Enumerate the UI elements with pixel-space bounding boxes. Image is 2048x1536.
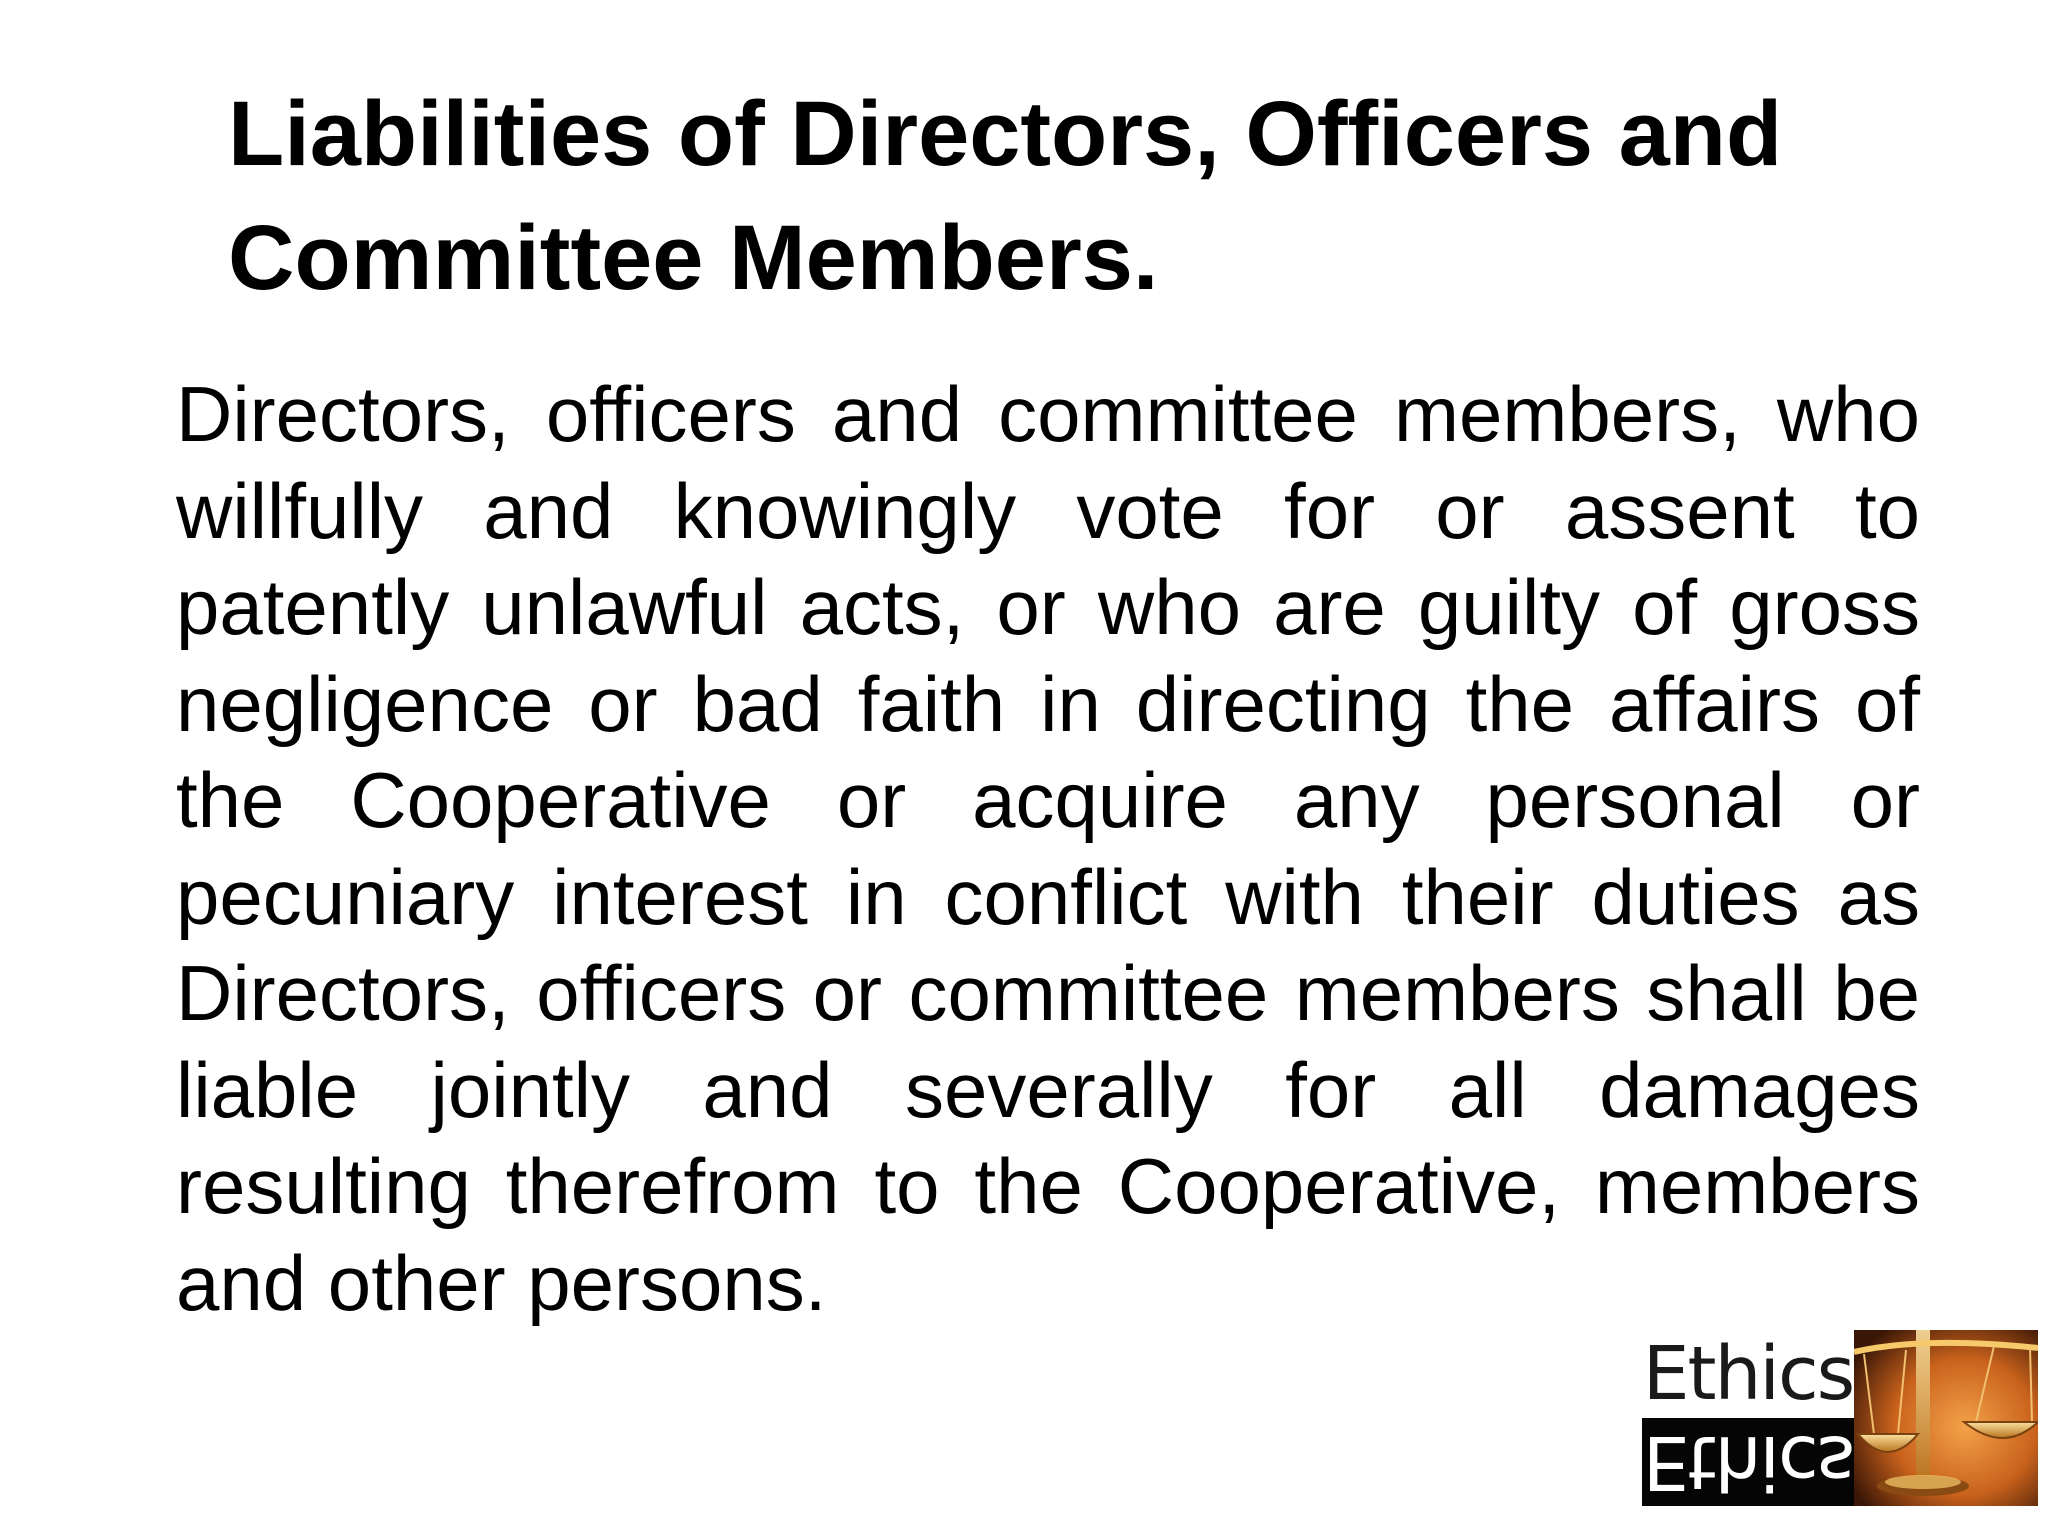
ethics-logo-word: Ethics	[1642, 1331, 1854, 1417]
slide-title: Liabilities of Directors, Officers and Committee Members.	[228, 83, 1783, 309]
ethics-logo	[1642, 1330, 2038, 1506]
scales-of-justice-icon	[1854, 1330, 2038, 1506]
ethics-logo-mirrored-word: Ethics	[1642, 1419, 1854, 1505]
slide-body-text: Directors, officers and committee members, who willfully and knowingly vote for or assent to patently unlawful acts, or who are guilty of gross negligence or bad faith in directing the affairs of the Cooperative or acquire any personal or pecuniary interest in conflict with their duties as Directors, officers or committee members shall be liable jointly and severally for all damages resulting therefrom to the Cooperative, members and other persons.	[176, 370, 1920, 1327]
